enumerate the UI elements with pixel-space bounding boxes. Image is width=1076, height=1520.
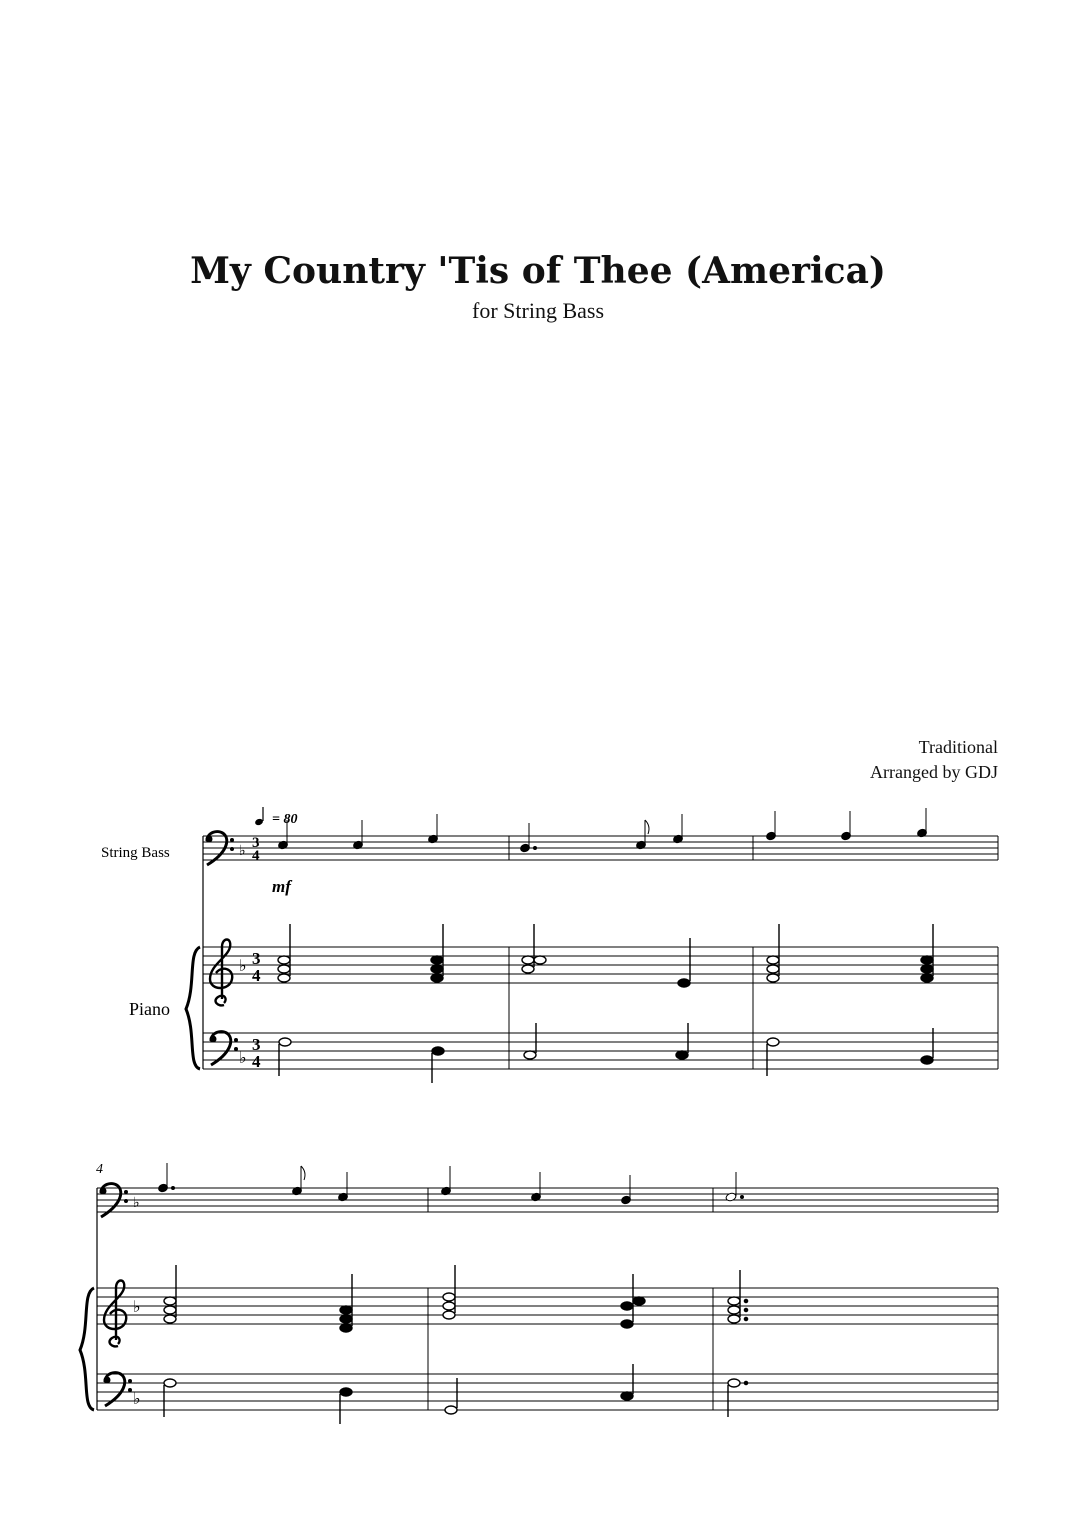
treble-clef-icon [104,1281,126,1347]
piano-brace [186,947,200,1069]
treble-clef-icon [210,940,232,1006]
tempo-text: = 80 [272,812,298,827]
flat-icon: ♭ [239,958,247,975]
time-sig-top: 3 [252,1035,261,1054]
composer-credit: Traditional [918,737,998,757]
time-sig-bottom: 4 [252,1052,261,1071]
score-title: My Country 'Tis of Thee (America) [190,250,886,292]
string-bass-staff [97,1188,998,1212]
string-bass-staff [203,836,998,860]
flat-icon: ♭ [133,1299,141,1316]
piano-bass-staff [97,1374,998,1410]
time-sig-top: 3 [252,949,261,968]
system-2 [80,1162,998,1424]
piano-brace [80,1288,94,1410]
tempo-mark [254,807,297,827]
piano-treble-notes [164,1265,748,1332]
score-subtitle: for String Bass [472,298,604,323]
flat-icon: ♭ [133,1196,140,1211]
string-bass-notes [278,808,928,853]
piano-bass-notes [164,1364,748,1424]
flat-icon: ♭ [239,844,246,859]
string-bass-notes [158,1163,744,1205]
time-sig-top: 3 [252,835,260,851]
dynamic-marking: mf [272,877,291,896]
flat-icon: ♭ [133,1391,141,1408]
instrument-label-string-bass: String Bass [101,845,170,861]
arranger-credit: Arranged by GDJ [870,762,998,782]
piano-bass-staff [203,1033,998,1069]
time-sig-bottom: 4 [252,848,260,864]
flat-icon: ♭ [239,1050,247,1067]
instrument-label-piano: Piano [129,999,171,1019]
time-sig-bottom: 4 [252,966,261,985]
system-1 [101,807,998,1083]
piano-bass-notes [279,1023,933,1083]
measure-number: 4 [96,1162,103,1177]
